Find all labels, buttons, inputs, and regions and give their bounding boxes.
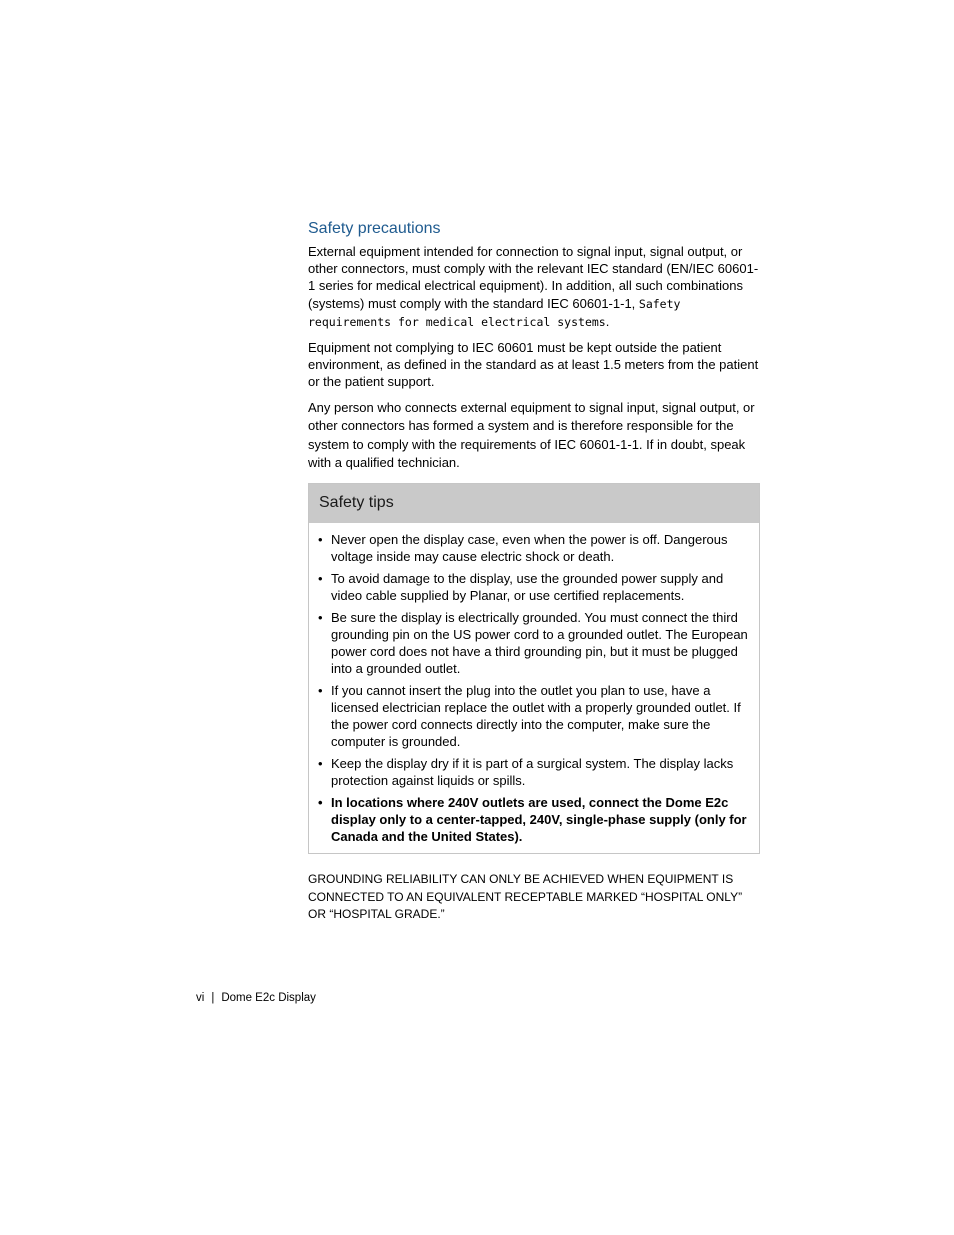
bullet-icon: • <box>318 755 323 771</box>
safety-tips-box <box>308 483 760 855</box>
paragraph-external-equipment <box>308 243 760 331</box>
section-heading: Safety precautions <box>308 220 441 237</box>
footer-product-name: Dome E2c Display <box>221 992 316 1004</box>
list-item <box>309 755 755 789</box>
list-item <box>309 570 755 604</box>
grounding-reliability-note: GROUNDING RELIABILITY CAN ONLY BE ACHIEVED WHEN EQUIPMENT IS CONNECTED TO AN EQUIVALENT RECEPTABLE MARKED “HOSPITAL ONLY” OR “HOSPITAL GRADE.” <box>308 872 743 921</box>
tip-text: Never open the display case, even when the power is off. Dangerous voltage inside may cause electric shock or death. <box>331 531 728 564</box>
list-item <box>309 609 755 677</box>
bullet-icon: • <box>318 609 323 625</box>
paragraph-non-complying-equipment: Equipment not complying to IEC 60601 must be kept outside the patient environment, as defined in the standard as at least 1.5 meters from the patient or the patient support. <box>308 340 759 390</box>
bullet-icon: • <box>318 531 323 547</box>
safety-tips-header <box>309 484 759 523</box>
safety-tips-title: Safety tips <box>319 494 394 512</box>
list-item <box>309 794 755 845</box>
paragraph-end-period: . <box>605 313 610 329</box>
tip-text: To avoid damage to the display, use the grounded power supply and video cable supplied by Planar, or use certified replacements. <box>331 570 724 603</box>
tip-text: If you cannot insert the plug into the outlet you plan to use, have a licensed electrician replace the outlet with a properly grounded outlet. If the power cord connects directly into the computer, make sure the computer is grounded. <box>331 682 741 750</box>
bullet-icon: • <box>318 794 323 810</box>
list-item <box>309 531 755 565</box>
safety-tips-list <box>309 523 759 854</box>
paragraph-system-responsibility: Any person who connects external equipment to signal input, signal output, or other connectors has formed a system and is therefore responsible for the system to comply with the requirements of IEC 60601-1-1. If in doubt, speak with a qualified technician. <box>308 399 755 471</box>
tip-text: Be sure the display is electrically grounded. You must connect the third grounding pin on the US power cord to a grounded outlet. The European power cord does not have a third grounding pin, but it must be plugged into a grounded outlet. <box>331 609 748 676</box>
standard-title-reference: Safety requirements for medical electrical systems <box>308 296 681 329</box>
paragraph-external-equipment-text: External equipment intended for connection to signal input, signal output, or other connectors, must comply with the relevant IEC standard (EN/IEC 60601-1 series for medical electrical equipment). In addition, all such combinations (systems) must comply with the standard IEC 60601-1-1, <box>308 244 759 311</box>
tip-text: In locations where 240V outlets are used, connect the Dome E2c display only to a center-tapped, 240V, single-phase supply (only for Canada and the United States). <box>331 794 747 845</box>
list-item <box>309 682 755 750</box>
page-content <box>308 218 760 935</box>
page-footer <box>196 990 316 1006</box>
bullet-icon: • <box>318 682 323 698</box>
tip-text: Keep the display dry if it is part of a surgical system. The display lacks protection against liquids or spills. <box>331 755 734 789</box>
footer-separator: | <box>211 992 215 1004</box>
bullet-icon: • <box>318 570 323 586</box>
page-number: vi <box>196 992 205 1004</box>
